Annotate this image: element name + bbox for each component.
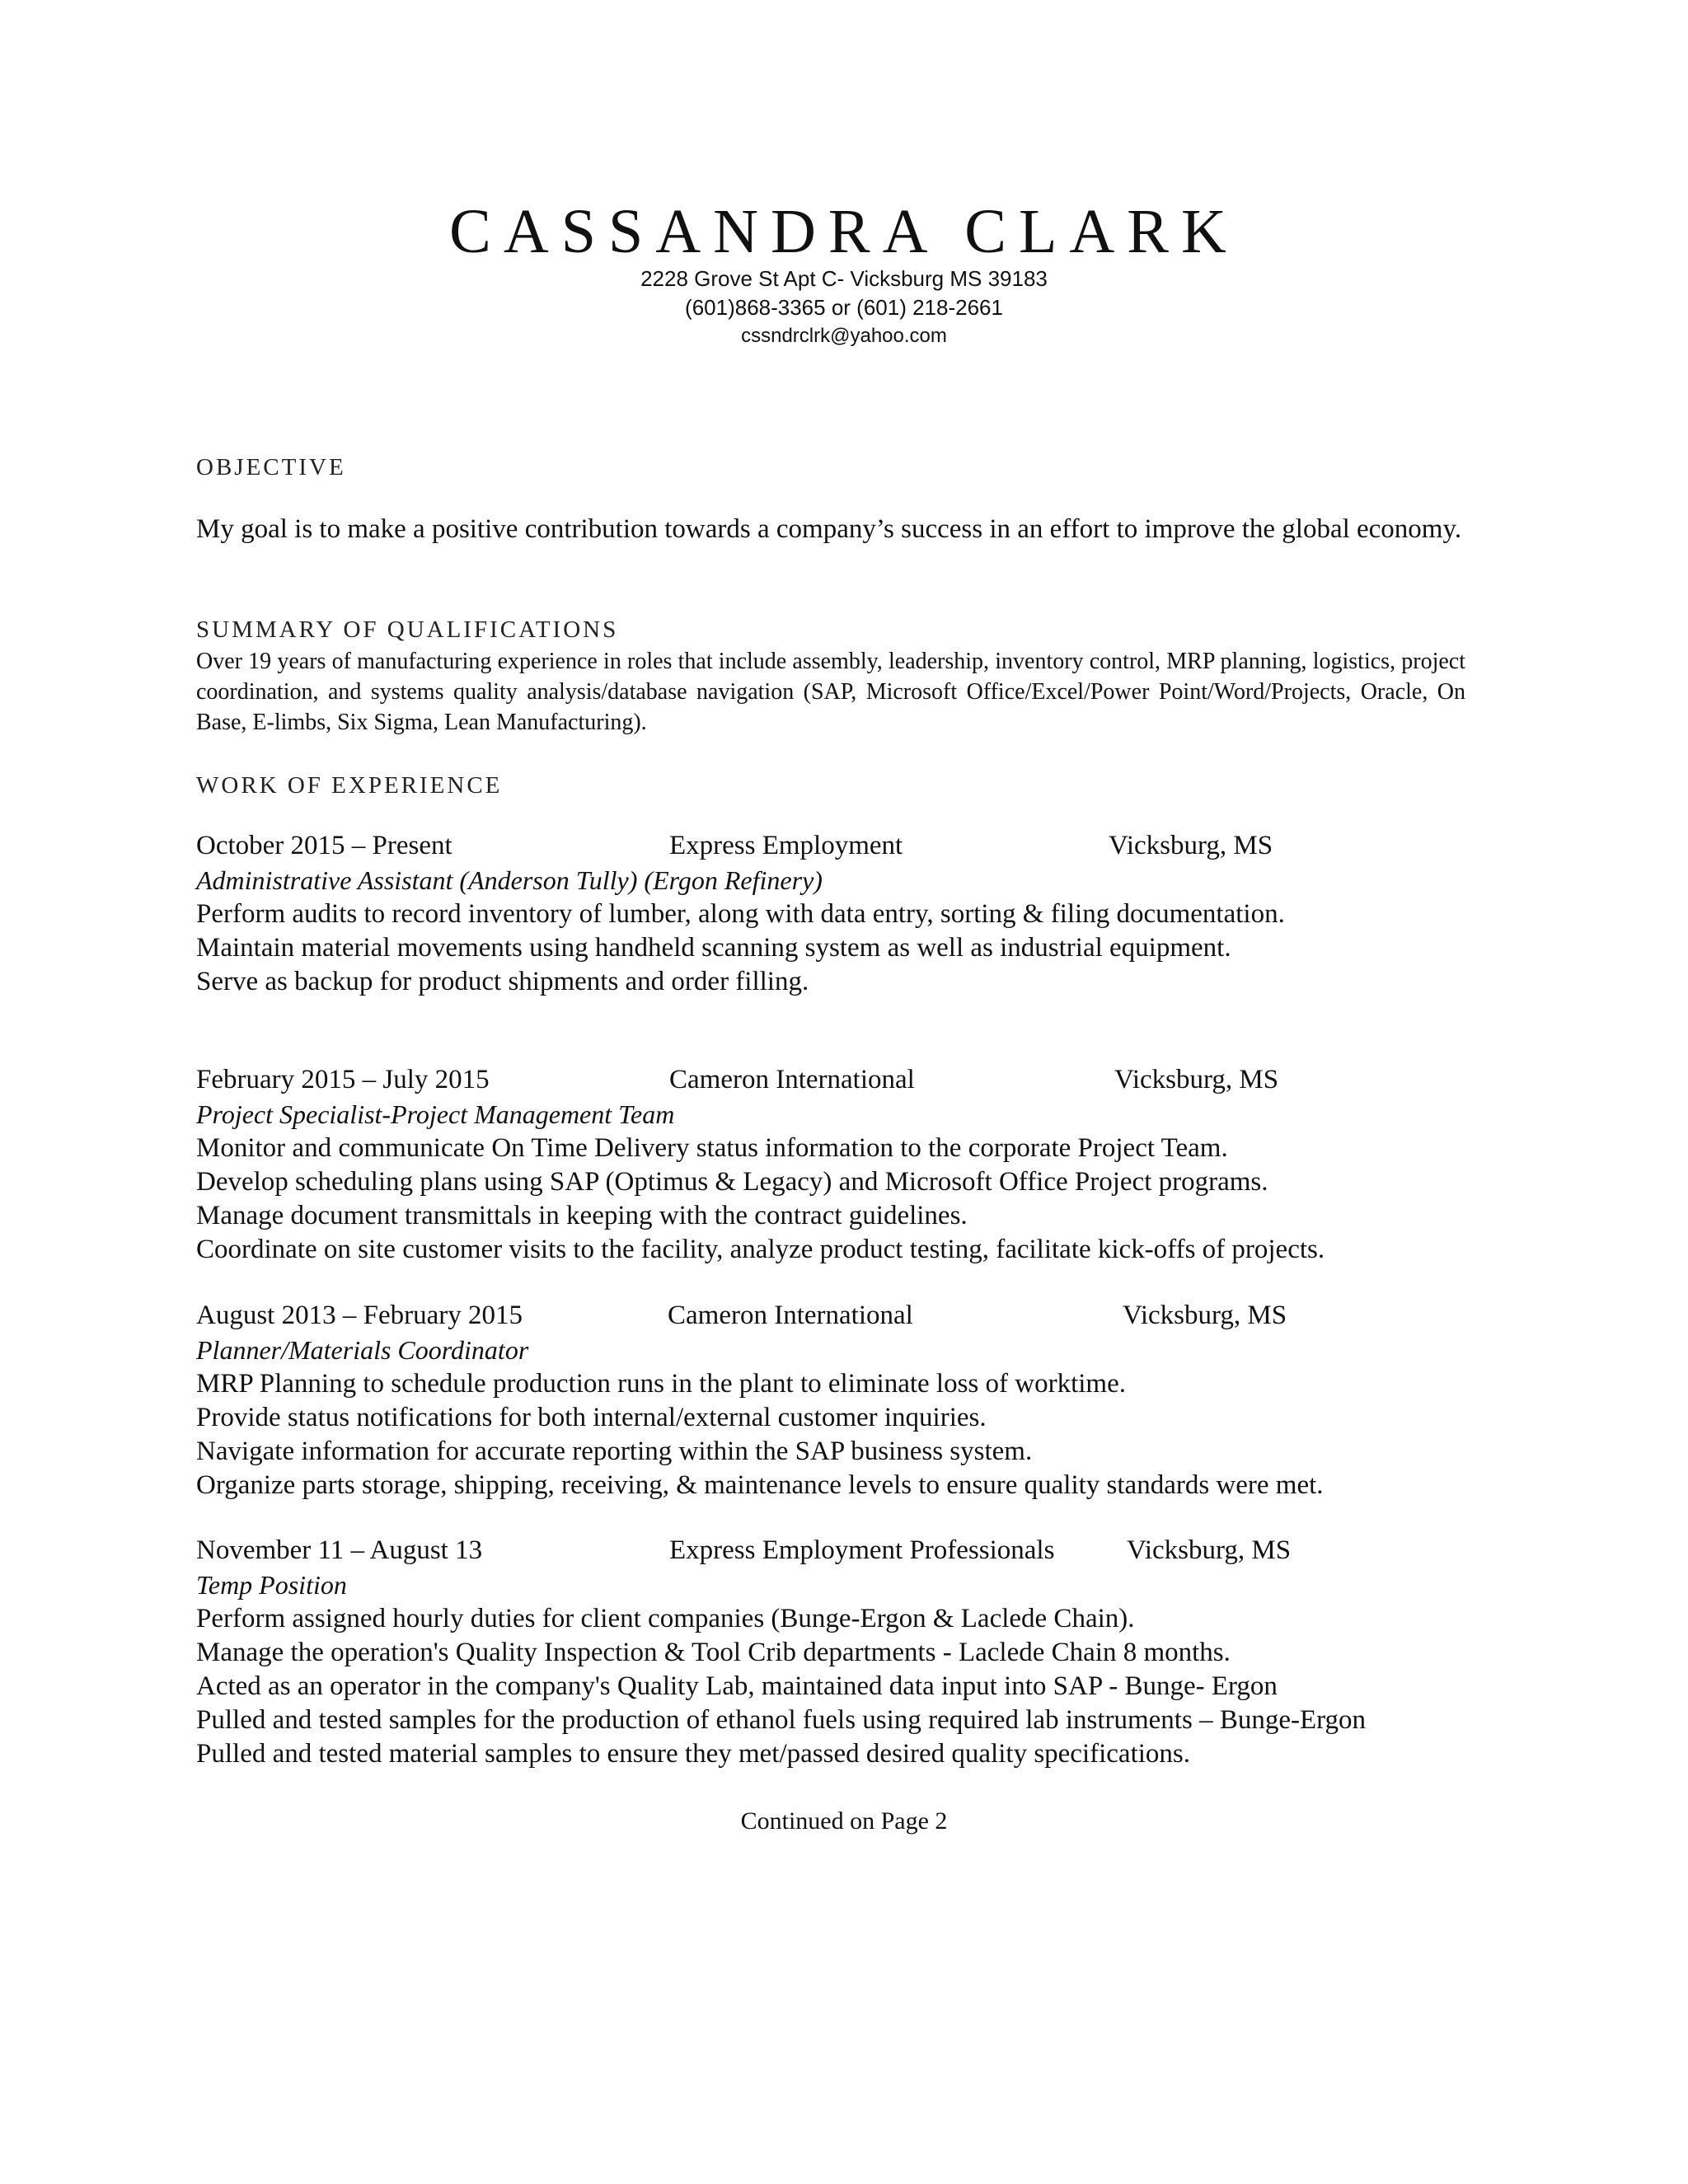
job-title: Project Specialist-Project Management Team bbox=[196, 1099, 675, 1129]
job-location: Vicksburg, MS bbox=[1109, 831, 1273, 860]
job-location: Vicksburg, MS bbox=[1127, 1535, 1292, 1565]
job-duty: Navigate information for accurate reporting within the SAP business system. bbox=[196, 1436, 1033, 1466]
job-duty: Organize parts storage, shipping, receiving, & maintenance levels to ensure quality standards were met. bbox=[196, 1470, 1324, 1500]
job-title: Temp Position bbox=[196, 1570, 347, 1600]
job-location: Vicksburg, MS bbox=[1114, 1065, 1279, 1094]
job-title: Administrative Assistant (Anderson Tully) (Ergon Refinery) bbox=[196, 865, 823, 895]
continued-note: Continued on Page 2 bbox=[740, 1807, 948, 1835]
job-title: Planner/Materials Coordinator bbox=[196, 1335, 529, 1365]
job-duty: Maintain material movements using handheld scanning system as well as industrial equipment. bbox=[196, 933, 1231, 963]
job-duty: Manage the operation's Quality Inspection & Tool Crib departments - Laclede Chain 8 months. bbox=[196, 1638, 1231, 1667]
job-dates: August 2013 – February 2015 bbox=[196, 1301, 523, 1330]
job-company: Cameron International bbox=[668, 1301, 913, 1330]
job-duty: Perform audits to record inventory of lumber, along with data entry, sorting & filing documentation. bbox=[196, 899, 1285, 929]
contact-phone: (601)868-3365 or (601) 218-2661 bbox=[685, 295, 1003, 320]
job-duty: Manage document transmittals in keeping with the contract guidelines. bbox=[196, 1201, 968, 1230]
contact-address: 2228 Grove St Apt C- Vicksburg MS 39183 bbox=[640, 266, 1048, 291]
job-duty: Pulled and tested samples for the production of ethanol fuels using required lab instruments – Bunge-Ergon bbox=[196, 1705, 1367, 1735]
job-dates: February 2015 – July 2015 bbox=[196, 1065, 490, 1094]
experience-heading: WORK OF EXPERIENCE bbox=[196, 772, 503, 799]
job-duty: Develop scheduling plans using SAP (Optimus & Legacy) and Microsoft Office Project programs. bbox=[196, 1167, 1268, 1197]
objective-text: My goal is to make a positive contribution towards a company’s success in an effort to improve the global economy. bbox=[196, 514, 1462, 544]
job-duty: Perform assigned hourly duties for client companies (Bunge-Ergon & Laclede Chain). bbox=[196, 1604, 1135, 1633]
summary-heading: SUMMARY OF QUALIFICATIONS bbox=[196, 616, 619, 643]
job-company: Express Employment bbox=[669, 831, 903, 860]
job-location: Vicksburg, MS bbox=[1123, 1301, 1287, 1330]
job-dates: October 2015 – Present bbox=[196, 831, 452, 860]
job-company: Express Employment Professionals bbox=[669, 1535, 1055, 1565]
job-duty: MRP Planning to schedule production runs in the plant to eliminate loss of worktime. bbox=[196, 1369, 1126, 1399]
job-duty: Coordinate on site customer visits to the facility, analyze product testing, facilitate kick-offs of projects. bbox=[196, 1235, 1325, 1264]
job-company: Cameron International bbox=[669, 1065, 915, 1094]
contact-email: cssndrclrk@yahoo.com bbox=[741, 325, 947, 347]
job-duty: Acted as an operator in the company's Quality Lab, maintained data input into SAP - Bunge- Ergon bbox=[196, 1671, 1278, 1701]
job-duty: Provide status notifications for both internal/external customer inquiries. bbox=[196, 1403, 987, 1432]
job-duty: Monitor and communicate On Time Delivery status information to the corporate Project Team. bbox=[196, 1133, 1228, 1163]
resume-name: CASSANDRA CLARK bbox=[449, 197, 1239, 266]
objective-heading: OBJECTIVE bbox=[196, 454, 346, 480]
job-duty: Serve as backup for product shipments and order filling. bbox=[196, 967, 809, 996]
job-duty: Pulled and tested material samples to ensure they met/passed desired quality specifications. bbox=[196, 1739, 1190, 1769]
summary-text: Over 19 years of manufacturing experience in roles that include assembly, leadership, inventory control, MRP planning, logistics, project coordination, and systems quality analysis/database navigation (SAP, Microsoft Office/Excel/Power Point/Word/Projects, Oracle, On Base, E-limbs, Six Sigma, Lean Manufacturing). bbox=[196, 649, 1465, 735]
job-dates: November 11 – August 13 bbox=[196, 1535, 483, 1565]
